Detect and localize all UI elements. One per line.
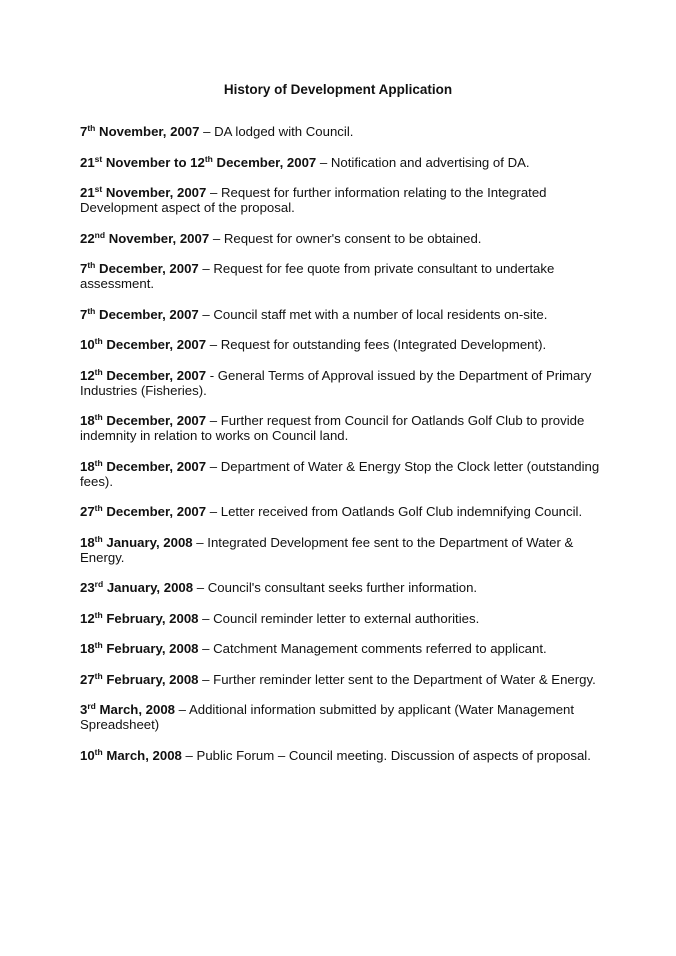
entry-description: – Request for fee quote from private consultant to undertake assessment. bbox=[80, 261, 555, 291]
entry-date: 10th March, 2008 bbox=[80, 746, 182, 763]
entry-date: 12th February, 2008 bbox=[80, 609, 199, 626]
entry-description: – Notification and advertising of DA. bbox=[316, 154, 530, 170]
timeline-entry bbox=[80, 702, 605, 732]
timeline-entry bbox=[80, 337, 605, 352]
timeline-entry bbox=[80, 459, 605, 489]
entry-date: 18th February, 2008 bbox=[80, 640, 199, 656]
entry-description: – Council reminder letter to external authorities. bbox=[198, 610, 480, 626]
entry-date: 7th December, 2007 bbox=[80, 305, 199, 322]
entry-description: – Letter received from Oatlands Golf Club indemnifying Council. bbox=[206, 504, 583, 519]
timeline-entry bbox=[80, 580, 605, 595]
entry-date: 22nd November, 2007 bbox=[80, 229, 210, 246]
entry-date: 3rd March, 2008 bbox=[80, 701, 176, 717]
entry-date: 21st November, 2007 bbox=[80, 184, 207, 200]
timeline-entry bbox=[80, 535, 605, 565]
entry-description: – Integrated Development fee sent to the Department of Water & Energy. bbox=[80, 534, 574, 565]
entry-description: – Catchment Management comments referred to applicant. bbox=[198, 641, 547, 656]
entry-date: 23rd January, 2008 bbox=[80, 579, 194, 595]
timeline-entry bbox=[80, 611, 605, 626]
entry-date: 27th February, 2008 bbox=[80, 670, 199, 687]
entry-date: 12th December, 2007 bbox=[80, 366, 207, 383]
timeline-list bbox=[80, 124, 605, 778]
timeline-entry bbox=[80, 231, 605, 246]
entry-description: – Additional information submitted by applicant (Water Management Spreadsheet) bbox=[80, 702, 575, 732]
entry-date: 18th December, 2007 bbox=[80, 457, 207, 474]
timeline-entry bbox=[80, 748, 605, 763]
entry-date: 7th November, 2007 bbox=[80, 123, 200, 139]
entry-description: – Department of Water & Energy Stop the Clock letter (outstanding fees). bbox=[80, 458, 600, 489]
timeline-entry bbox=[80, 641, 605, 656]
entry-date: 10th December, 2007 bbox=[80, 336, 207, 352]
entry-description: – Council staff met with a number of local residents on-site. bbox=[198, 306, 548, 322]
timeline-entry bbox=[80, 261, 605, 291]
entry-date: 27th December, 2007 bbox=[80, 503, 207, 519]
timeline-entry bbox=[80, 504, 605, 519]
timeline-entry bbox=[80, 413, 605, 443]
entry-description: – Council's consultant seeks further information. bbox=[193, 580, 478, 595]
entry-date: 7th December, 2007 bbox=[80, 260, 199, 276]
entry-description: - General Terms of Approval issued by the Department of Primary Industries (Fisheries). bbox=[80, 367, 592, 398]
timeline-entry bbox=[80, 124, 605, 139]
timeline-entry bbox=[80, 185, 605, 215]
entry-description: – Request for further information relating to the Integrated Development aspect of the proposal. bbox=[80, 185, 547, 215]
entry-description: – Public Forum – Council meeting. Discussion of aspects of proposal. bbox=[181, 747, 591, 763]
entry-description: – Request for owner's consent to be obtained. bbox=[209, 230, 482, 246]
timeline-entry bbox=[80, 307, 605, 322]
timeline-entry bbox=[80, 672, 605, 687]
entry-description: – Further request from Council for Oatlands Golf Club to provide indemnity in relation to works on Council land. bbox=[80, 413, 585, 443]
entry-date: 18th January, 2008 bbox=[80, 533, 193, 550]
entry-description: – Request for outstanding fees (Integrated Development). bbox=[206, 337, 547, 352]
entry-description: – Further reminder letter sent to the Department of Water & Energy. bbox=[198, 671, 596, 687]
timeline-entry bbox=[80, 155, 605, 170]
timeline-entry bbox=[80, 368, 605, 398]
entry-date: 18th December, 2007 bbox=[80, 412, 207, 428]
entry-description: – DA lodged with Council. bbox=[199, 124, 354, 139]
document-title: History of Development Application bbox=[223, 82, 453, 97]
entry-date: 21st November to 12th December, 2007 bbox=[80, 153, 317, 170]
